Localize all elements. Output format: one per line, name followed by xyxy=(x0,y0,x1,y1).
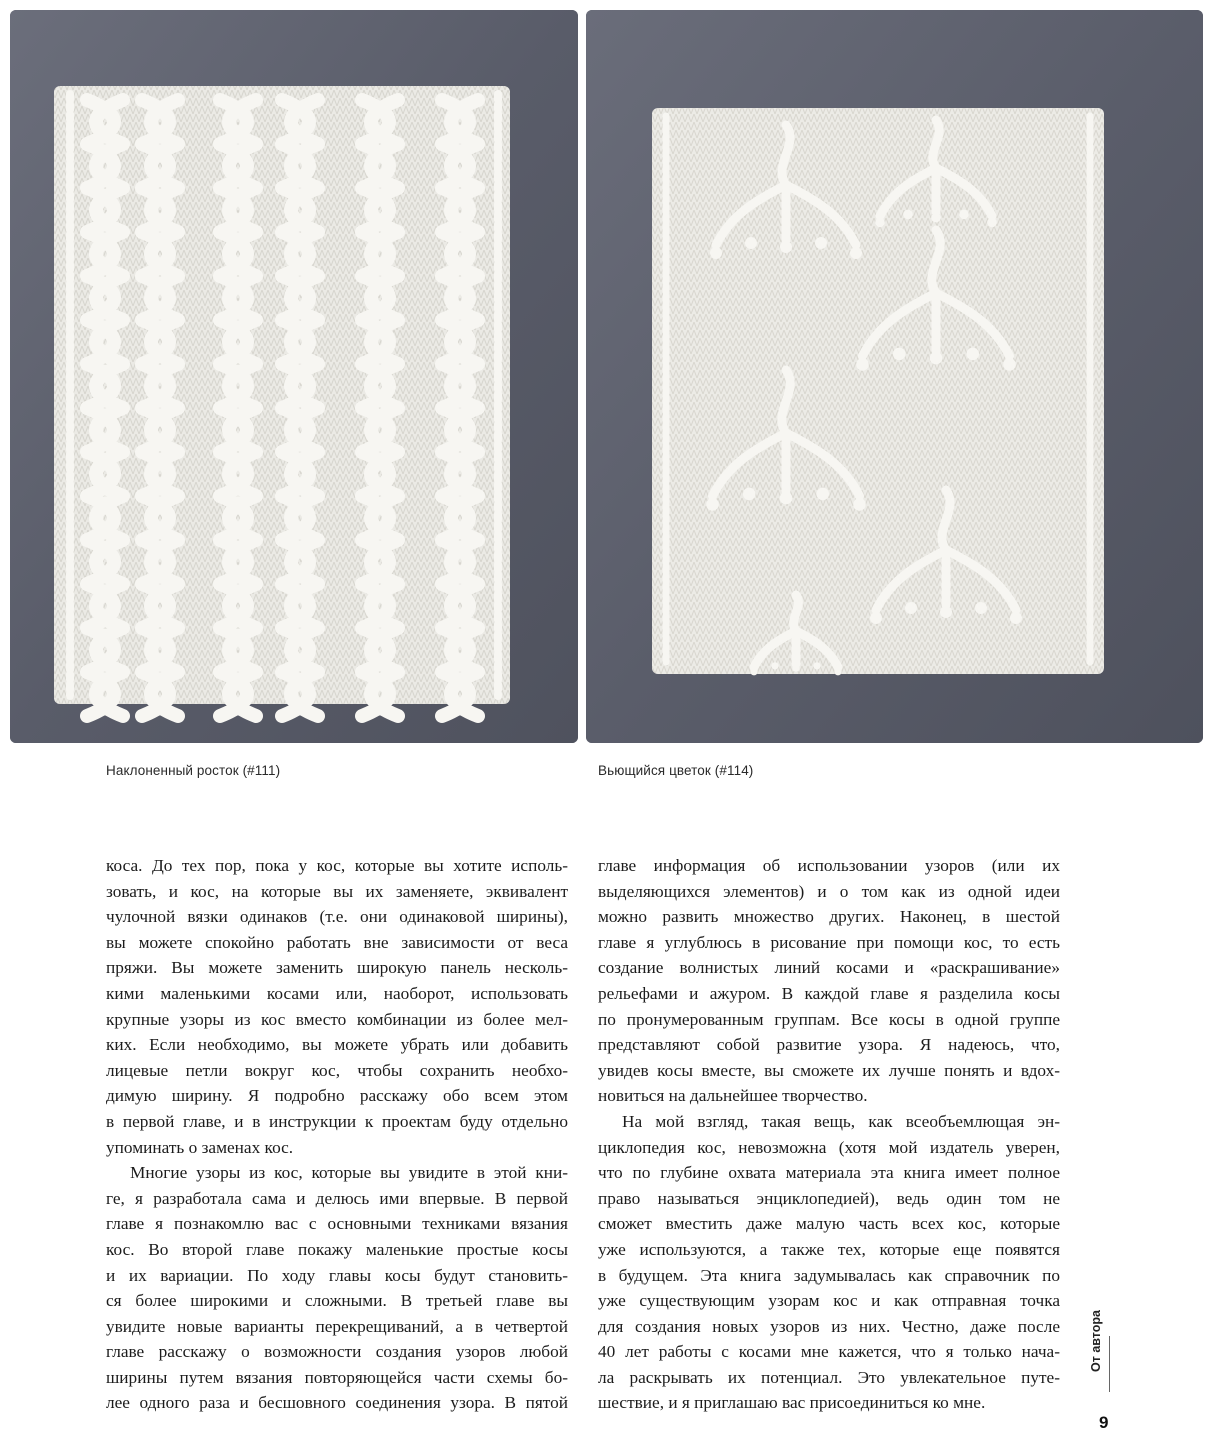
text-line: новиться на дальнейшее творчество. xyxy=(598,1086,868,1106)
text-line: право называться энциклопедией), ведь один том не xyxy=(598,1188,1060,1208)
bobble xyxy=(959,210,969,220)
text-line: в первой главе, и в инструкции к проектам буду отдельно xyxy=(106,1111,568,1131)
text-line: увидите новые варианты перекрещиваний, а в четвертой xyxy=(106,1316,568,1336)
bobble xyxy=(940,606,952,618)
bobble xyxy=(780,241,792,253)
bobble xyxy=(987,218,997,228)
text-line: чулочной вязки одинаков (т.е. они одинаковой ширины), xyxy=(106,907,568,927)
bobble xyxy=(903,210,913,220)
text-line: выделяющихся элементов) и о том как из одной идеи xyxy=(598,881,1060,901)
text-line: зовать, и кос, на которые вы их заменяете, эквивалент xyxy=(106,881,568,901)
photo-right-swatch xyxy=(586,10,1203,743)
bobble xyxy=(780,492,793,505)
text-column-right xyxy=(598,853,1060,1416)
bobble xyxy=(706,498,719,511)
text-line: коса. До тех пор, пока у кос, которые вы хотите исполь- xyxy=(106,856,568,875)
text-line: главе я углублюсь в рисование при помощи кос, то есть xyxy=(598,932,1060,952)
text-line: создание волнистых линий косами и «раскрашивание» xyxy=(598,958,1060,978)
text-line: крупные узоры из кос вместо комбинации из более мел- xyxy=(106,1009,568,1029)
photo-left-swatch xyxy=(10,10,578,743)
bobble xyxy=(893,348,906,361)
text-line: ла раскрывать их потенциал. Это увлекательное путе- xyxy=(598,1367,1060,1387)
text-line: На мой взгляд, такая вещь, как всеобъемлющая эн- xyxy=(622,1111,1060,1131)
bobble xyxy=(875,218,885,228)
photo-caption-left: Наклоненный росток (#111) xyxy=(106,763,281,778)
bobble xyxy=(1003,358,1016,371)
bobble xyxy=(815,237,827,249)
bobble xyxy=(813,662,820,669)
text-line: димую ширину. Я подробно расскажу обо всем этом xyxy=(106,1086,568,1106)
text-line: 40 лет работы с косами мне кажется, что я только нача- xyxy=(598,1342,1060,1362)
text-line: увидев косы вместе, вы сможете их лучше понять и вдох- xyxy=(598,1060,1060,1080)
bobble xyxy=(834,668,841,675)
text-line: ся более широкими и сложными. В третьей главе вы xyxy=(106,1291,568,1311)
knit-swatch-image-right xyxy=(586,10,1203,743)
text-line: кими маленькими косами или, наоборот, использовать xyxy=(106,983,568,1003)
bobble xyxy=(771,662,778,669)
text-line: главе информация об использовании узоров (или их xyxy=(598,856,1060,875)
text-line: Многие узоры из кос, которые вы увидите в этой кни- xyxy=(130,1163,568,1183)
text-line: сможет вместить даже малую часть всех кос, которые xyxy=(598,1214,1060,1234)
bobble xyxy=(975,602,987,614)
text-line: циклопедия кос, невозможна (хотя мой издатель уверен, xyxy=(598,1137,1060,1157)
text-line: главе расскажу о возможности создания узоров любой xyxy=(106,1342,568,1362)
section-label: От автора xyxy=(1089,1310,1103,1372)
bobble xyxy=(710,247,722,259)
bobble xyxy=(853,498,866,511)
page-number: 9 xyxy=(1099,1413,1109,1432)
text-line: пряжи. Вы можете заменить широкую панель несколь- xyxy=(106,958,568,978)
text-line: по пронумерованным группам. Все косы в одной группе xyxy=(598,1009,1060,1029)
section-divider xyxy=(1109,1336,1110,1392)
text-line: лее одного раза и бесшовного соединения узора. В пятой xyxy=(106,1393,568,1413)
bobble xyxy=(750,668,757,675)
text-line: рельефами и ажуром. В каждой главе я разделила косы xyxy=(598,983,1060,1003)
text-line: для создания новых узоров из них. Честно, даже после xyxy=(598,1316,1060,1336)
bobble xyxy=(816,488,829,501)
bobble xyxy=(745,237,757,249)
text-line: и их вариации. По ходу главы косы будут становить- xyxy=(106,1265,568,1285)
bobble xyxy=(905,602,917,614)
bobble xyxy=(850,247,862,259)
photo-caption-right: Вьющийся цветок (#114) xyxy=(598,763,754,778)
text-line: главе я познакомлю вас с основными техниками вязания xyxy=(106,1214,568,1234)
text-column-left xyxy=(106,853,568,1416)
bobble xyxy=(743,488,756,501)
text-line: можно развить множество других. Наконец, в шестой xyxy=(598,907,1060,927)
text-line: представляют собой развитие узора. Я надеюсь, что, xyxy=(598,1035,1060,1055)
text-line: уже существующим узорам кос и как отправная точка xyxy=(598,1291,1060,1311)
text-line: кос. Во второй главе покажу маленькие простые косы xyxy=(106,1239,568,1259)
text-line: ширины путем вязания повторяющейся части схемы бо- xyxy=(106,1367,568,1387)
bobble xyxy=(856,358,869,371)
bobble xyxy=(931,213,941,223)
text-line: вы можете спокойно работать вне зависимости от веса xyxy=(106,932,568,952)
text-line: лицевые петли вокруг кос, чтобы сохранить необхо- xyxy=(106,1060,568,1080)
text-line: ких. Если необходимо, вы можете убрать или добавить xyxy=(106,1035,568,1055)
bobble xyxy=(930,352,943,365)
bobble xyxy=(1010,612,1022,624)
text-line: ге, я разработала сама и делюсь ими впервые. В первой xyxy=(106,1188,568,1208)
text-line: упоминать о заменах кос. xyxy=(106,1137,294,1157)
text-line: шествие, и я приглашаю вас присоединиться ко мне. xyxy=(598,1393,986,1413)
bobble xyxy=(792,665,799,672)
text-line: уже используются, а также тех, которые еще появятся xyxy=(598,1239,1060,1259)
text-line: в будущем. Эта книга задумывалась как справочник по xyxy=(598,1265,1060,1285)
text-line: что по глубине охвата материала эта книга имеет полное xyxy=(598,1163,1060,1183)
bobble xyxy=(966,348,979,361)
knit-swatch-image-left xyxy=(10,10,578,743)
bobble xyxy=(870,612,882,624)
